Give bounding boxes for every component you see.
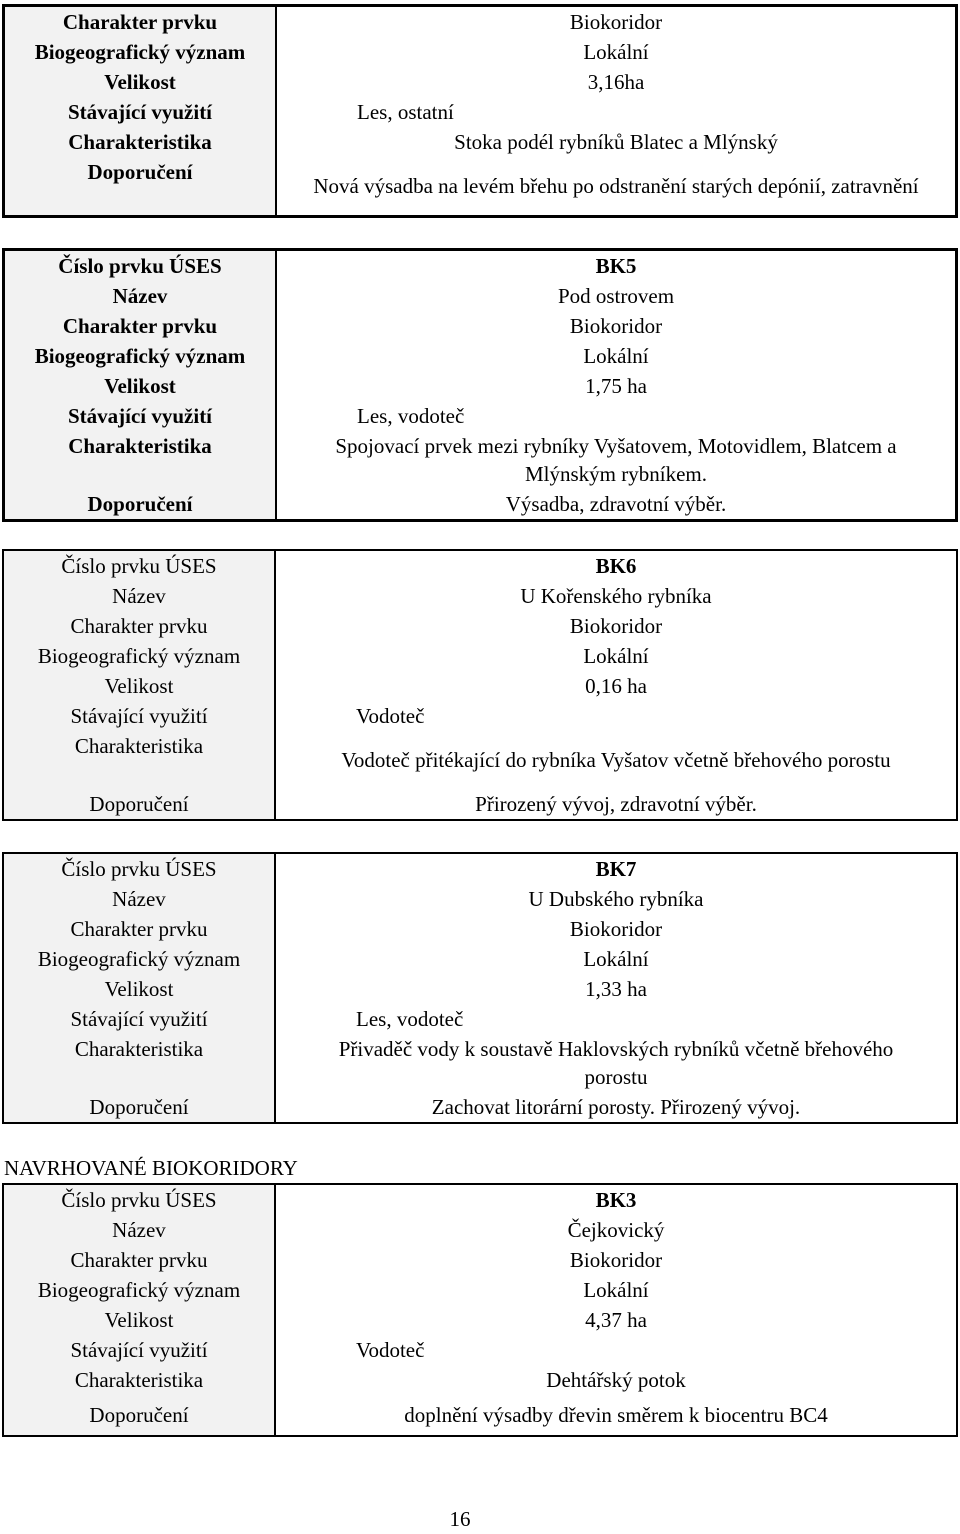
value-vyuziti: Les, vodoteč [357, 404, 465, 428]
label-biogeo: Biogeografický význam [3, 1275, 275, 1305]
label-velikost: Velikost [3, 671, 275, 701]
value-velikost: 4,37 ha [585, 1308, 647, 1332]
label-doporuceni: Doporučení [3, 789, 275, 820]
label-charakteristika: Charakteristika [3, 1365, 275, 1395]
value-doporuceni: Zachovat litorární porosty. Přirozený vývoj. [431, 1095, 801, 1119]
value-cislo: BK5 [595, 254, 637, 278]
value-biogeo: Lokální [583, 1278, 649, 1302]
label-cislo: Číslo prvku ÚSES [3, 1184, 275, 1215]
label-nazev: Název [3, 1215, 275, 1245]
label-nazev: Název [3, 581, 275, 611]
label-charakter: Charakter prvku [4, 6, 277, 38]
label-vyuziti: Stávající využití [4, 97, 277, 127]
value-biogeo: Lokální [583, 344, 649, 368]
label-charakter: Charakter prvku [3, 1245, 275, 1275]
uses-table-bk3 [2, 1183, 958, 1437]
value-charakteristika: Dehtářský potok [546, 1368, 686, 1392]
label-doporuceni: Doporučení [3, 1092, 275, 1123]
value-cislo: BK7 [595, 857, 637, 881]
value-velikost: 1,75 ha [585, 374, 647, 398]
value-cislo: BK3 [595, 1188, 637, 1212]
label-velikost: Velikost [4, 371, 277, 401]
label-biogeo: Biogeografický význam [3, 944, 275, 974]
value-vyuziti: Vodoteč [356, 1338, 425, 1362]
value-doporuceni: Nová výsadba na levém břehu po odstranění starých depónií, zatravnění [313, 174, 919, 198]
label-vyuziti: Stávající využití [3, 701, 275, 731]
value-charakteristika: Spojovací prvek mezi rybníky Vyšatovem, Motovidlem, Blatcem a Mlýnským rybníkem. [335, 434, 897, 486]
label-cislo: Číslo prvku ÚSES [3, 853, 275, 884]
label-nazev: Název [3, 884, 275, 914]
value-vyuziti: Les, vodoteč [356, 1007, 464, 1031]
value-nazev: Čejkovický [567, 1218, 665, 1242]
label-charakter: Charakter prvku [4, 311, 277, 341]
value-charakter: Biokoridor [569, 314, 663, 338]
value-charakter: Biokoridor [569, 10, 663, 34]
value-doporuceni: doplnění výsadby dřevin směrem k biocentru BC4 [404, 1403, 828, 1427]
label-doporuceni: Doporučení [4, 489, 277, 521]
label-doporuceni: Doporučení [4, 157, 277, 217]
value-cislo: BK6 [595, 554, 637, 578]
uses-table-bk7 [2, 852, 958, 1124]
label-charakteristika: Charakteristika [4, 127, 277, 157]
value-biogeo: Lokální [583, 947, 649, 971]
label-charakteristika: Charakteristika [3, 1034, 275, 1092]
section-heading: NAVRHOVANÉ BIOKORIDORY [4, 1156, 298, 1180]
value-velikost: 1,33 ha [585, 977, 647, 1001]
label-doporuceni: Doporučení [3, 1395, 275, 1436]
value-vyuziti: Vodoteč [356, 704, 425, 728]
value-charakter: Biokoridor [569, 1248, 663, 1272]
value-biogeo: Lokální [583, 40, 649, 64]
label-charakter: Charakter prvku [3, 611, 275, 641]
label-vyuziti: Stávající využití [3, 1335, 275, 1365]
value-doporuceni: Přirozený vývoj, zdravotní výběr. [475, 792, 757, 816]
page-number: 16 [449, 1507, 471, 1531]
value-doporuceni: Výsadba, zdravotní výběr. [505, 492, 727, 516]
value-velikost: 3,16ha [587, 70, 645, 94]
label-biogeo: Biogeografický význam [3, 641, 275, 671]
label-cislo: Číslo prvku ÚSES [3, 550, 275, 581]
value-nazev: U Dubského rybníka [528, 887, 704, 911]
label-velikost: Velikost [3, 974, 275, 1004]
label-charakteristika: Charakteristika [4, 431, 277, 489]
uses-table-bk6 [2, 549, 958, 821]
label-cislo: Číslo prvku ÚSES [4, 250, 277, 282]
value-charakteristika: Přivaděč vody k soustavě Haklovských rybníků včetně břehového porostu [338, 1037, 894, 1089]
value-charakteristika: Stoka podél rybníků Blatec a Mlýnský [454, 130, 778, 154]
label-velikost: Velikost [3, 1305, 275, 1335]
uses-table-continuation [2, 4, 958, 218]
value-vyuziti: Les, ostatní [357, 100, 454, 124]
label-biogeo: Biogeografický význam [4, 341, 277, 371]
label-charakteristika: Charakteristika [3, 731, 275, 789]
label-vyuziti: Stávající využití [4, 401, 277, 431]
value-velikost: 0,16 ha [585, 674, 647, 698]
value-charakter: Biokoridor [569, 614, 663, 638]
label-biogeo: Biogeografický význam [4, 37, 277, 67]
uses-table-bk5 [2, 248, 958, 522]
label-charakter: Charakter prvku [3, 914, 275, 944]
label-velikost: Velikost [4, 67, 277, 97]
value-biogeo: Lokální [583, 644, 649, 668]
value-nazev: U Kořenského rybníka [520, 584, 712, 608]
value-nazev: Pod ostrovem [557, 284, 675, 308]
value-charakteristika: Vodoteč přitékající do rybníka Vyšatov včetně břehového porostu [341, 748, 891, 772]
value-charakter: Biokoridor [569, 917, 663, 941]
label-nazev: Název [4, 281, 277, 311]
label-vyuziti: Stávající využití [3, 1004, 275, 1034]
